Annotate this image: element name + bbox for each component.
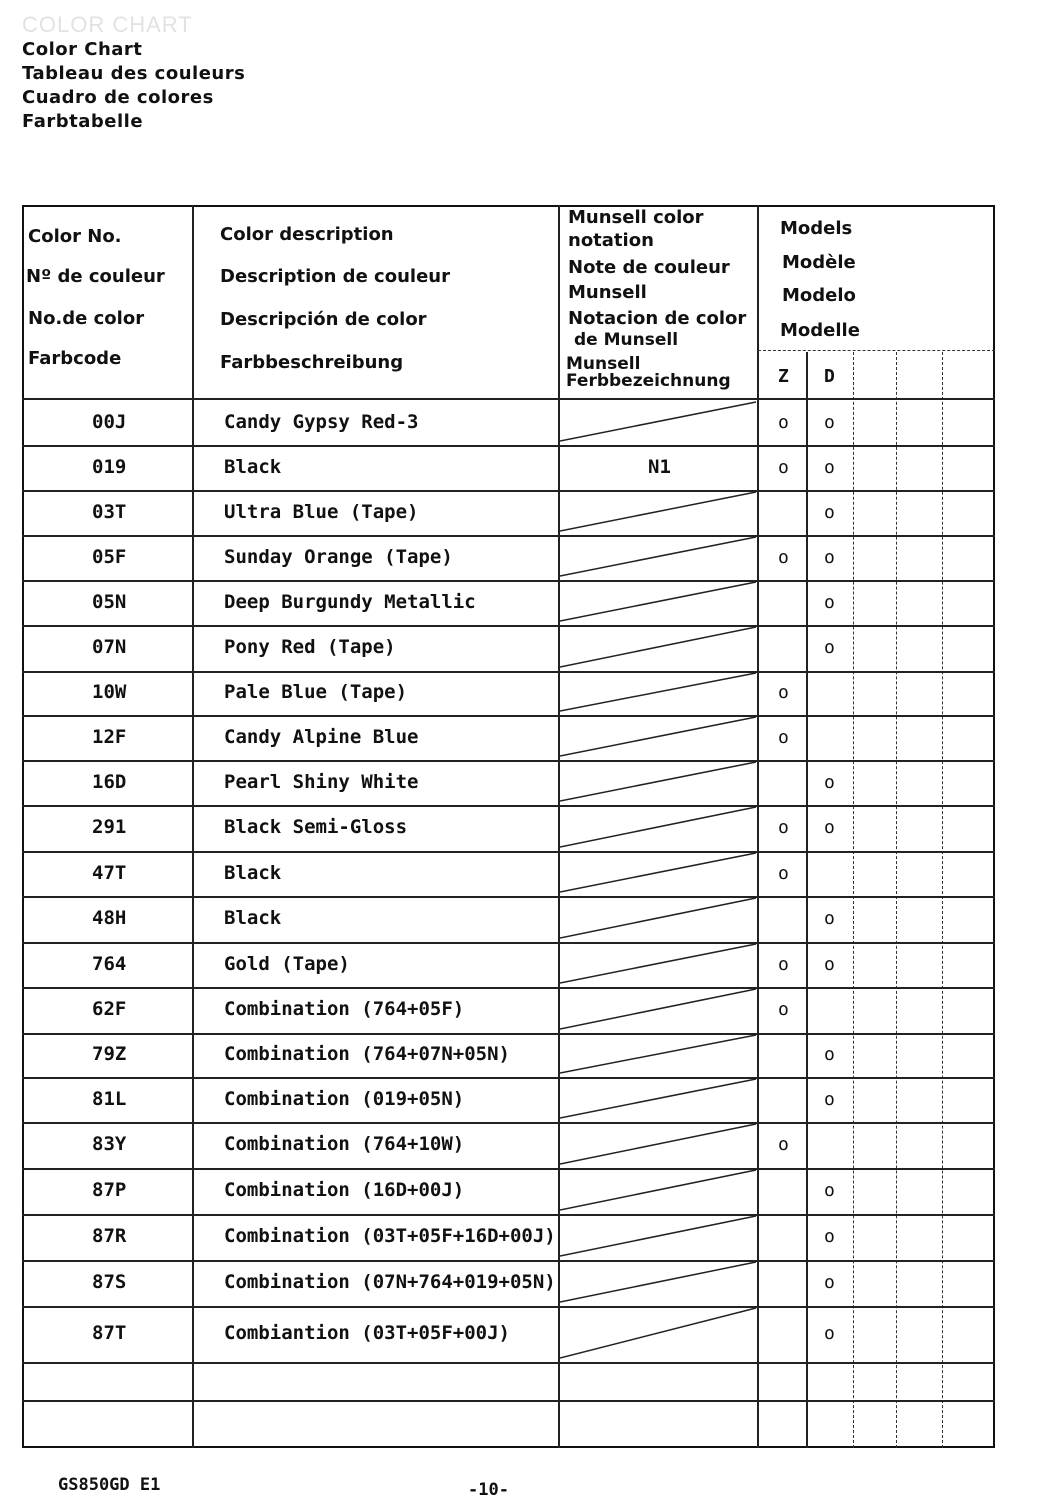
header-munsell-4: Munsell bbox=[568, 282, 647, 303]
row-separator bbox=[22, 535, 995, 537]
row-separator bbox=[22, 987, 995, 989]
color-description: Gold (Tape) bbox=[224, 952, 350, 975]
header-models-en: Models bbox=[780, 218, 853, 239]
row-sep-empty-2 bbox=[22, 1400, 995, 1402]
title-de: Farbtabelle bbox=[22, 111, 144, 132]
row-separator bbox=[22, 1306, 995, 1308]
color-code: 87P bbox=[92, 1179, 127, 1201]
row-separator bbox=[22, 490, 995, 492]
row-separator bbox=[22, 1033, 995, 1035]
color-code: 81L bbox=[92, 1087, 127, 1110]
model-d-mark: o bbox=[824, 908, 835, 929]
model-d-mark: o bbox=[824, 1044, 835, 1065]
model-z-mark: o bbox=[778, 411, 789, 433]
munsell-empty-slash bbox=[560, 671, 760, 715]
munsell-empty-slash bbox=[560, 1033, 760, 1077]
color-description: Ultra Blue (Tape) bbox=[224, 500, 419, 523]
header-desc-de: Farbbeschreibung bbox=[220, 352, 404, 373]
color-code: 16D bbox=[92, 770, 127, 793]
color-description: Combination (764+05F) bbox=[224, 998, 465, 1020]
row-separator bbox=[22, 1214, 995, 1216]
color-code: 05N bbox=[92, 590, 127, 613]
model-d-mark: o bbox=[824, 1088, 835, 1110]
munsell-empty-slash bbox=[560, 625, 760, 671]
header-desc-en: Color description bbox=[220, 224, 394, 245]
model-d-mark: o bbox=[824, 1323, 835, 1344]
color-description: Combination (019+05N) bbox=[224, 1087, 465, 1110]
color-description: Combiantion (03T+05F+00J) bbox=[224, 1322, 510, 1344]
munsell-empty-slash bbox=[560, 851, 760, 896]
header-munsell-1: Munsell color bbox=[568, 207, 704, 228]
model-d-mark: o bbox=[824, 771, 835, 793]
munsell-empty-slash bbox=[560, 1077, 760, 1122]
doc-id: GS850GD E1 bbox=[58, 1475, 161, 1495]
col-sep-d bbox=[853, 352, 854, 1448]
models-sub-divider bbox=[758, 350, 995, 351]
munsell-empty-slash bbox=[560, 490, 760, 535]
color-description: Combination (07N+764+019+05N) bbox=[224, 1271, 556, 1293]
header-munsell-3: Note de couleur bbox=[568, 257, 730, 278]
color-description: Deep Burgundy Metallic bbox=[224, 590, 476, 613]
faint-heading: COLOR CHART bbox=[22, 12, 193, 37]
title-es: Cuadro de colores bbox=[22, 87, 214, 108]
munsell-empty-slash bbox=[560, 400, 760, 445]
model-d-mark: o bbox=[824, 501, 835, 523]
header-desc-fr: Description de couleur bbox=[220, 266, 450, 287]
munsell-empty-slash bbox=[560, 760, 760, 805]
header-color-no-es: No.de color bbox=[28, 308, 145, 329]
model-d-mark: o bbox=[824, 1272, 835, 1293]
color-code: 48H bbox=[92, 907, 127, 929]
row-separator bbox=[22, 1260, 995, 1262]
model-d-mark: o bbox=[824, 953, 835, 975]
munsell-empty-slash bbox=[560, 942, 760, 987]
color-description: Black Semi-Gloss bbox=[224, 816, 408, 838]
model-z-mark: o bbox=[778, 953, 789, 975]
col-sep-extra1 bbox=[896, 352, 897, 1448]
color-code: 87R bbox=[92, 1225, 127, 1247]
row-separator bbox=[22, 1122, 995, 1124]
title-block bbox=[22, 38, 245, 134]
munsell-empty-slash bbox=[560, 1214, 760, 1260]
color-description: Pearl Shiny White bbox=[224, 770, 419, 793]
color-code: 62F bbox=[92, 998, 127, 1020]
color-code: 07N bbox=[92, 636, 127, 658]
model-z-mark: o bbox=[778, 546, 789, 568]
model-z-mark: o bbox=[778, 726, 789, 748]
model-z-mark: o bbox=[778, 1134, 789, 1155]
munsell-empty-slash bbox=[560, 805, 760, 851]
model-d-mark: o bbox=[824, 1180, 835, 1201]
row-separator bbox=[22, 760, 995, 762]
title-fr: Tableau des couleurs bbox=[22, 63, 246, 84]
title-en: Color Chart bbox=[22, 39, 143, 60]
row-separator bbox=[22, 715, 995, 717]
model-d-mark: o bbox=[824, 456, 835, 478]
page-number: -10- bbox=[468, 1480, 509, 1500]
model-d-mark: o bbox=[824, 591, 835, 613]
header-model-z: Z bbox=[778, 366, 789, 387]
munsell-empty-slash bbox=[560, 1168, 760, 1214]
color-code: 03T bbox=[92, 500, 127, 523]
color-code: 764 bbox=[92, 952, 127, 975]
munsell-empty-slash bbox=[560, 1260, 760, 1306]
color-code: 47T bbox=[92, 861, 127, 884]
header-models-es: Modelo bbox=[782, 285, 856, 306]
row-separator bbox=[22, 1077, 995, 1079]
munsell-empty-slash bbox=[560, 715, 760, 760]
model-d-mark: o bbox=[824, 1226, 835, 1247]
color-description: Combination (764+10W) bbox=[224, 1133, 465, 1155]
row-separator bbox=[22, 942, 995, 944]
color-code: 019 bbox=[92, 455, 127, 478]
munsell-empty-slash bbox=[560, 896, 760, 942]
color-description: Candy Gypsy Red-3 bbox=[224, 410, 419, 433]
model-d-mark: o bbox=[824, 637, 835, 658]
header-munsell-2: notation bbox=[568, 230, 654, 251]
model-z-mark: o bbox=[778, 817, 789, 838]
munsell-empty-slash bbox=[560, 1306, 760, 1362]
header-models-fr: Modèle bbox=[782, 252, 856, 273]
model-z-mark: o bbox=[778, 862, 789, 884]
col-sep-z bbox=[806, 352, 808, 1448]
header-munsell-7: Munsell bbox=[566, 354, 641, 374]
color-code: 12F bbox=[92, 725, 127, 748]
munsell-notation: N1 bbox=[648, 455, 671, 478]
row-separator bbox=[22, 625, 995, 627]
row-separator bbox=[22, 805, 995, 807]
munsell-empty-slash bbox=[560, 580, 760, 625]
munsell-empty-slash bbox=[560, 1122, 760, 1168]
header-munsell-6: de Munsell bbox=[574, 330, 679, 350]
model-d-mark: o bbox=[824, 817, 835, 838]
color-description: Black bbox=[224, 861, 282, 884]
munsell-empty-slash bbox=[560, 987, 760, 1033]
row-separator bbox=[22, 1168, 995, 1170]
col-sep-extra2 bbox=[942, 352, 943, 1448]
color-description: Black bbox=[224, 455, 282, 478]
color-code: 291 bbox=[92, 816, 127, 838]
color-code: 05F bbox=[92, 545, 127, 568]
color-code: 00J bbox=[92, 410, 127, 433]
model-z-mark: o bbox=[778, 682, 789, 703]
color-description: Candy Alpine Blue bbox=[224, 725, 419, 748]
model-z-mark: o bbox=[778, 456, 789, 478]
color-code: 79Z bbox=[92, 1043, 127, 1065]
header-desc-es: Descripción de color bbox=[220, 309, 427, 330]
row-sep-empty-1 bbox=[22, 1362, 995, 1364]
color-description: Pony Red (Tape) bbox=[224, 636, 396, 658]
header-munsell-5: Notacion de color bbox=[568, 308, 747, 329]
model-d-mark: o bbox=[824, 411, 835, 433]
color-code: 83Y bbox=[92, 1133, 127, 1155]
header-bottom-line bbox=[22, 398, 995, 400]
color-description: Sunday Orange (Tape) bbox=[224, 545, 453, 568]
color-code: 10W bbox=[92, 681, 127, 703]
row-separator bbox=[22, 445, 995, 447]
header-color-no-fr: Nº de couleur bbox=[26, 266, 165, 287]
color-code: 87S bbox=[92, 1271, 127, 1293]
color-description: Combination (764+07N+05N) bbox=[224, 1043, 510, 1065]
header-color-no-de: Farbcode bbox=[28, 348, 122, 369]
color-description: Combination (16D+00J) bbox=[224, 1179, 465, 1201]
model-d-mark: o bbox=[824, 546, 835, 568]
row-separator bbox=[22, 896, 995, 898]
header-model-d: D bbox=[824, 366, 835, 387]
row-separator bbox=[22, 671, 995, 673]
header-color-no-en: Color No. bbox=[28, 226, 122, 247]
color-code: 87T bbox=[92, 1322, 127, 1344]
munsell-empty-slash bbox=[560, 535, 760, 580]
color-description: Combination (03T+05F+16D+00J) bbox=[224, 1225, 556, 1247]
header-models-de: Modelle bbox=[780, 320, 860, 341]
color-description: Black bbox=[224, 907, 282, 929]
header-munsell-8: Ferbbezeichnung bbox=[566, 371, 731, 391]
row-separator bbox=[22, 851, 995, 853]
row-separator bbox=[22, 580, 995, 582]
color-description: Pale Blue (Tape) bbox=[224, 681, 408, 703]
model-z-mark: o bbox=[778, 999, 789, 1020]
